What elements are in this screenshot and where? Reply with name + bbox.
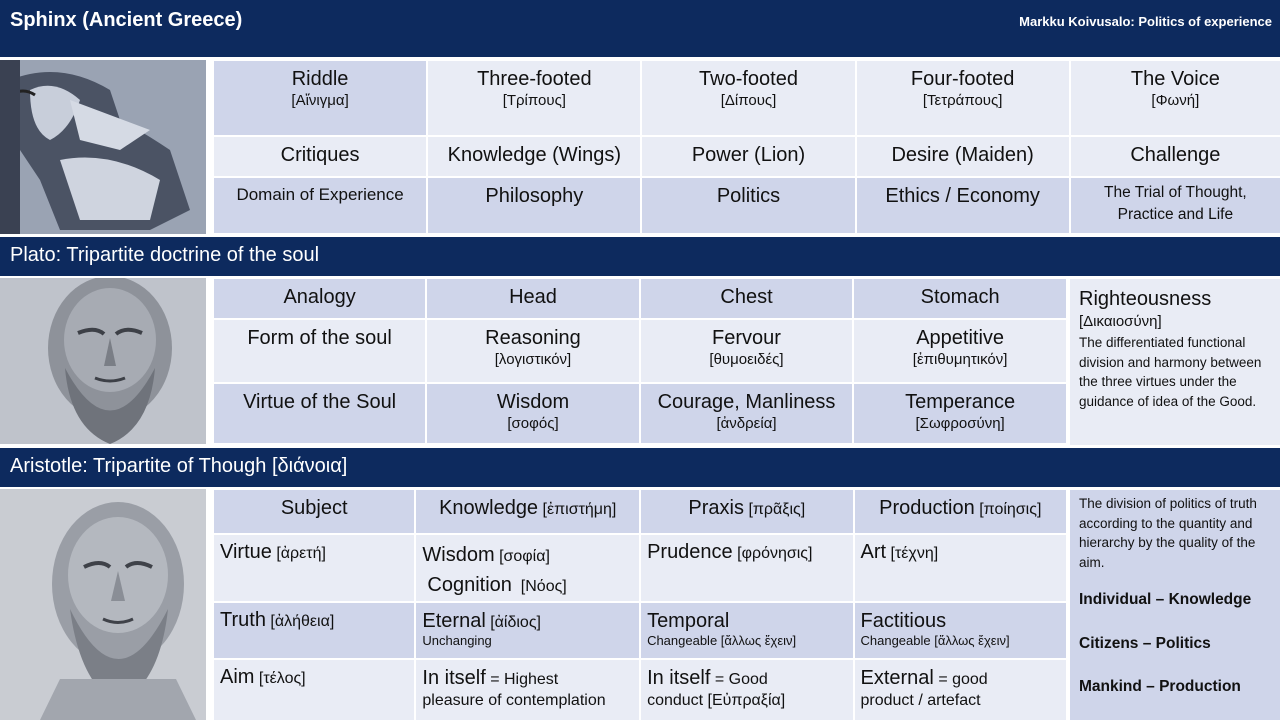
sphinx-vase-image [0, 60, 206, 234]
sphinx-row-riddle [214, 61, 1280, 135]
politics-of-truth-panel [1070, 490, 1280, 720]
aristotle-band [0, 448, 1280, 487]
header-band [0, 0, 1280, 57]
page-title: Sphinx (Ancient Greece) [10, 9, 243, 31]
cell-wisdom: Wisdom [σοφός] [427, 384, 639, 443]
cell-courage: Courage, Manliness [ἀνδρεία] [641, 384, 852, 443]
cell-factitious: Factitious Changeable [ἄλλως ἔχειν] [855, 603, 1067, 658]
cell-subject: Subject [214, 490, 414, 533]
cell-four-footed: Four-footed [Τετράπους] [857, 61, 1069, 135]
sphinx-row-domain [214, 178, 1280, 233]
citizens-politics: Citizens – Politics [1079, 634, 1211, 652]
cell-virtue: Virtue [ἀρετή] [214, 535, 414, 601]
plato-row-analogy [214, 279, 1066, 318]
sphinx-row-critiques [214, 137, 1280, 176]
cell-form-of-soul: Form of the soul [214, 320, 425, 382]
cell-eternal: Eternal [ἀίδιος] Unchanging [416, 603, 639, 658]
cell-challenge: Challenge [1071, 137, 1280, 176]
cell-temperance: Temperance [Σωφροσύνη] [854, 384, 1066, 443]
aristotle-virtue-row [214, 535, 1066, 601]
aristotle-header-row [214, 490, 1066, 533]
cell-head: Head [427, 279, 639, 318]
cell-stomach: Stomach [854, 279, 1066, 318]
aristotle-table [212, 488, 1068, 720]
plato-title: Plato: Tripartite doctrine of the soul [10, 244, 320, 266]
cell-ethics-economy: Ethics / Economy [857, 178, 1069, 233]
cell-trial-of-thought: The Trial of Thought, Practice and Life [1071, 178, 1280, 233]
cell-the-voice: The Voice [Φωνή] [1071, 61, 1280, 135]
cell-temporal: Temporal Changeable [ἄλλως ἔχειν] [641, 603, 852, 658]
cell-riddle: Riddle [Αἴνιγμα] [214, 61, 426, 135]
righteousness-greek: [Δικαιοσύνη] [1079, 313, 1162, 330]
cell-in-itself-contemplation: In itself = Highest pleasure of contemplation [416, 660, 639, 720]
cell-analogy: Analogy [214, 279, 425, 318]
cell-fervour: Fervour [θυμοειδές] [641, 320, 852, 382]
plato-band [0, 237, 1280, 276]
cell-external-product: External = good product / artefact [855, 660, 1067, 720]
cell-domain-of-experience: Domain of Experience [214, 178, 426, 233]
cell-prudence: Prudence [φρόνησις] [641, 535, 852, 601]
cell-truth: Truth [ἀλήθεια] [214, 603, 414, 658]
individual-knowledge: Individual – Knowledge [1079, 591, 1252, 608]
righteousness-title: Righteousness [1079, 288, 1212, 310]
cell-critiques: Critiques [214, 137, 426, 176]
sphinx-table [212, 59, 1280, 235]
aristotle-title: Aristotle: Tripartite of Though [διάνοια] [10, 455, 348, 477]
cell-reasoning: Reasoning [λογιστικόν] [427, 320, 639, 382]
cell-knowledge: Knowledge [ἐπιστήμη] [416, 490, 639, 533]
aristotle-truth-row [214, 603, 1066, 658]
cell-power-lion: Power (Lion) [642, 137, 854, 176]
righteousness-panel [1070, 279, 1280, 445]
cell-wisdom-cognition: Wisdom [σοφία] Cognition [Νόος] [416, 535, 639, 601]
cell-art: Art [τέχνη] [855, 535, 1067, 601]
cell-praxis: Praxis [πρᾶξις] [641, 490, 852, 533]
plato-table [212, 277, 1068, 445]
cell-aim: Aim [τέλος] [214, 660, 414, 720]
cell-two-footed: Two-footed [Δίπους] [642, 61, 854, 135]
cell-politics: Politics [642, 178, 854, 233]
cell-production: Production [ποίησις] [855, 490, 1067, 533]
aristotle-bust-image [0, 489, 206, 720]
aristotle-aim-row [214, 660, 1066, 720]
cell-three-footed: Three-footed [Τρίπους] [428, 61, 640, 135]
plato-row-virtue [214, 384, 1066, 443]
mankind-production: Mankind – Production [1079, 678, 1241, 695]
cell-virtue-of-soul: Virtue of the Soul [214, 384, 425, 443]
author-credit: Markku Koivusalo: Politics of experience [1019, 14, 1272, 29]
plato-row-form [214, 320, 1066, 382]
politics-of-truth-text: The division of politics of truth according to the quantity and hierarchy by the quality of the aim. [1079, 496, 1257, 570]
cell-knowledge-wings: Knowledge (Wings) [428, 137, 640, 176]
cell-chest: Chest [641, 279, 852, 318]
cell-desire-maiden: Desire (Maiden) [857, 137, 1069, 176]
plato-bust-image [0, 278, 206, 444]
cell-philosophy: Philosophy [428, 178, 640, 233]
cell-appetitive: Appetitive [ἐπιθυμητικόν] [854, 320, 1066, 382]
cell-in-itself-conduct: In itself = Good conduct [Εὐπραξία] [641, 660, 852, 720]
righteousness-text: The differentiated functional division and harmony between the three virtues under the guidance of idea of the Good. [1079, 335, 1262, 409]
